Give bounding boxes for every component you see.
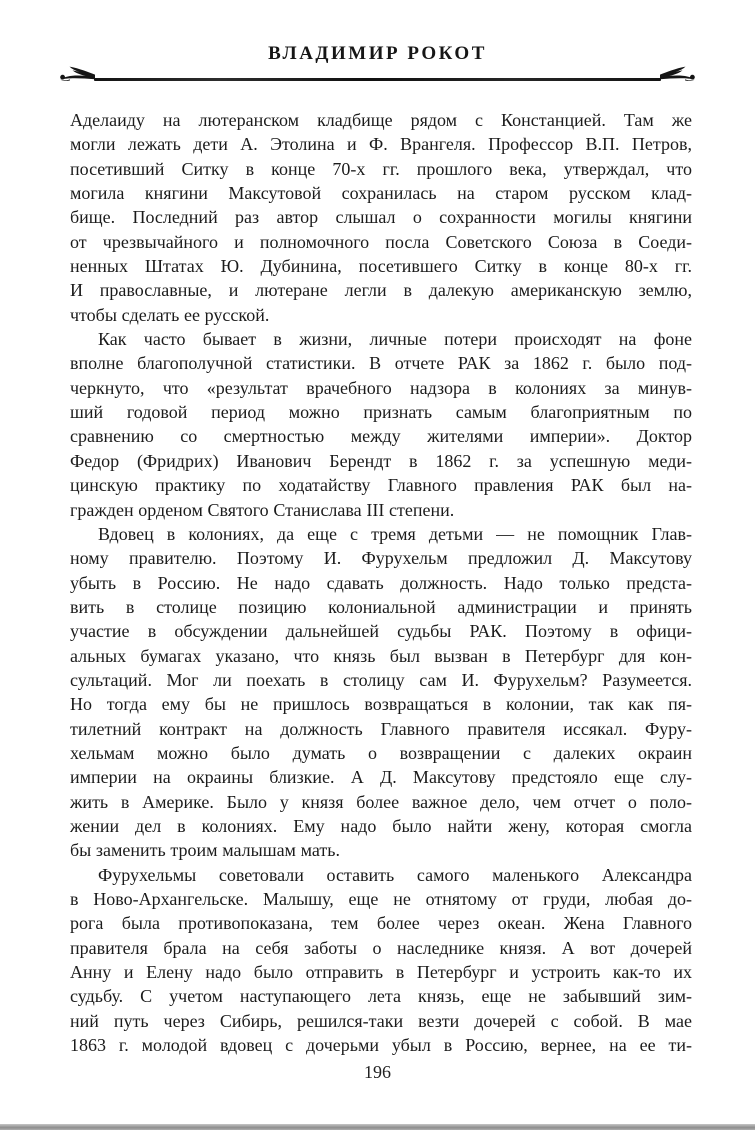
page-number: 196 <box>364 1062 391 1082</box>
text-line: Фурухельмы советовали оставить самого маленького Александра <box>98 864 692 885</box>
paragraph <box>70 327 692 522</box>
text-line: 1863 г. молодой вдовец с дочерьми убыл в Россию, вернее, на ее ти- <box>70 1035 692 1056</box>
text-line: цинскую практику по ходатайству Главного правления РАК был на- <box>70 475 692 496</box>
text-line: сультаций. Мог ли поехать в столицу сам И. Фурухельм? Разумеется. <box>70 669 692 690</box>
text-line: Вдовец в колониях, да еще с тремя детьми — не помощник Глав- <box>98 523 692 544</box>
text-line: вить в столице позицию колониальной администрации и принять <box>70 596 692 617</box>
text-line: тилетний контракт на должность Главного правителя иссякал. Фуру- <box>70 718 692 739</box>
text-line: Аделаиду на лютеранском кладбище рядом с Констанцией. Там же <box>70 110 692 130</box>
text-line: альных бумагах указано, что князь был вызван в Петербург для кон- <box>70 645 692 666</box>
text-line: убыть в Россию. Не надо сдавать должность. Надо только предста- <box>70 572 692 593</box>
divider-rule <box>94 78 661 81</box>
text-line: посетивший Ситку в конце 70-х гг. прошлого века, утверждал, что <box>70 158 692 179</box>
text-line: в Ново-Архангельске. Малышу, еще не отнятому от груди, любая до- <box>70 889 692 909</box>
text-line: могли лежать дети А. Этолина и Ф. Врангеля. Профессор В.П. Петров, <box>70 134 692 155</box>
text-line: черкнуто, что «результат врачебного надзора в колониях за минув- <box>70 377 692 398</box>
scan-edge-shadow <box>0 1124 755 1130</box>
text-line: Но тогда ему бы не пришлось возвращаться в колонии, так как пя- <box>70 694 692 715</box>
page-header-title: ВЛАДИМИР РОКОТ <box>268 43 487 64</box>
text-line: Федор (Фридрих) Иванович Берендт в 1862 г. за успешную меди- <box>70 450 692 471</box>
text-line: участие в обсуждении дальнейшей судьбы РАК. Поэтому в офици- <box>70 621 692 642</box>
text-line: ненных Штатах Ю. Дубинина, посетившего Ситку в конце 80-х гг. <box>70 256 692 277</box>
header-divider <box>58 66 697 83</box>
body-text <box>70 108 692 1057</box>
text-line: правителя брала на себя заботы о наследнике князя. А вот дочерей <box>70 937 692 958</box>
text-line: могила княгини Максутовой сохранилась на старом русском клад- <box>70 183 692 204</box>
text-line: чтобы сделать ее русской. <box>70 304 270 325</box>
text-line: ший годовой период можно признать самым благоприятным по <box>70 402 692 423</box>
text-line: Анну и Елену надо было отправить в Петербург и устроить как-то их <box>70 962 692 983</box>
text-line: ному правителю. Поэтому И. Фурухельм предложил Д. Максутову <box>70 548 692 569</box>
text-line: вполне благополучной статистики. В отчете РАК за 1862 г. было под- <box>70 353 692 374</box>
text-line: империи на окраины близкие. А Д. Максутову предстояло еще слу- <box>70 767 692 788</box>
text-line: жить в Америке. Было у князя более важное дело, чем отчет о поло- <box>70 791 692 812</box>
paragraph <box>70 108 692 327</box>
text-line: И православные, и лютеране легли в далекую американскую землю, <box>70 280 692 301</box>
leaf-flourish-right-icon <box>659 66 697 83</box>
text-line: бы заменить троим малышам мать. <box>70 840 340 861</box>
text-line: жении дел в колониях. Ему надо было найти жену, которая смогла <box>70 815 692 836</box>
leaf-flourish-left-icon <box>58 66 96 83</box>
text-line: судьбу. С учетом наступающего лета князь, еще не забывший зим- <box>70 986 692 1007</box>
text-line: от чрезвычайного и полномочного посла Советского Союза в Соеди- <box>70 231 692 252</box>
text-line: ний путь через Сибирь, решился-таки везти дочерей с собой. В мае <box>70 1010 692 1031</box>
text-line: гражден орденом Святого Станислава III степени. <box>70 499 455 520</box>
text-line: хельмам можно было думать о возвращении с далеких окраин <box>70 742 692 763</box>
paragraph <box>70 863 692 1058</box>
text-line: рога была противопоказана, тем более через океан. Жена Главного <box>70 913 692 934</box>
text-line: сравнению со смертностью между жителями империи». Доктор <box>70 426 692 447</box>
text-line: Как часто бывает в жизни, личные потери происходят на фоне <box>98 329 692 350</box>
paragraph <box>70 522 692 863</box>
text-line: бище. Последний раз автор слышал о сохранности могилы княгини <box>70 207 692 228</box>
